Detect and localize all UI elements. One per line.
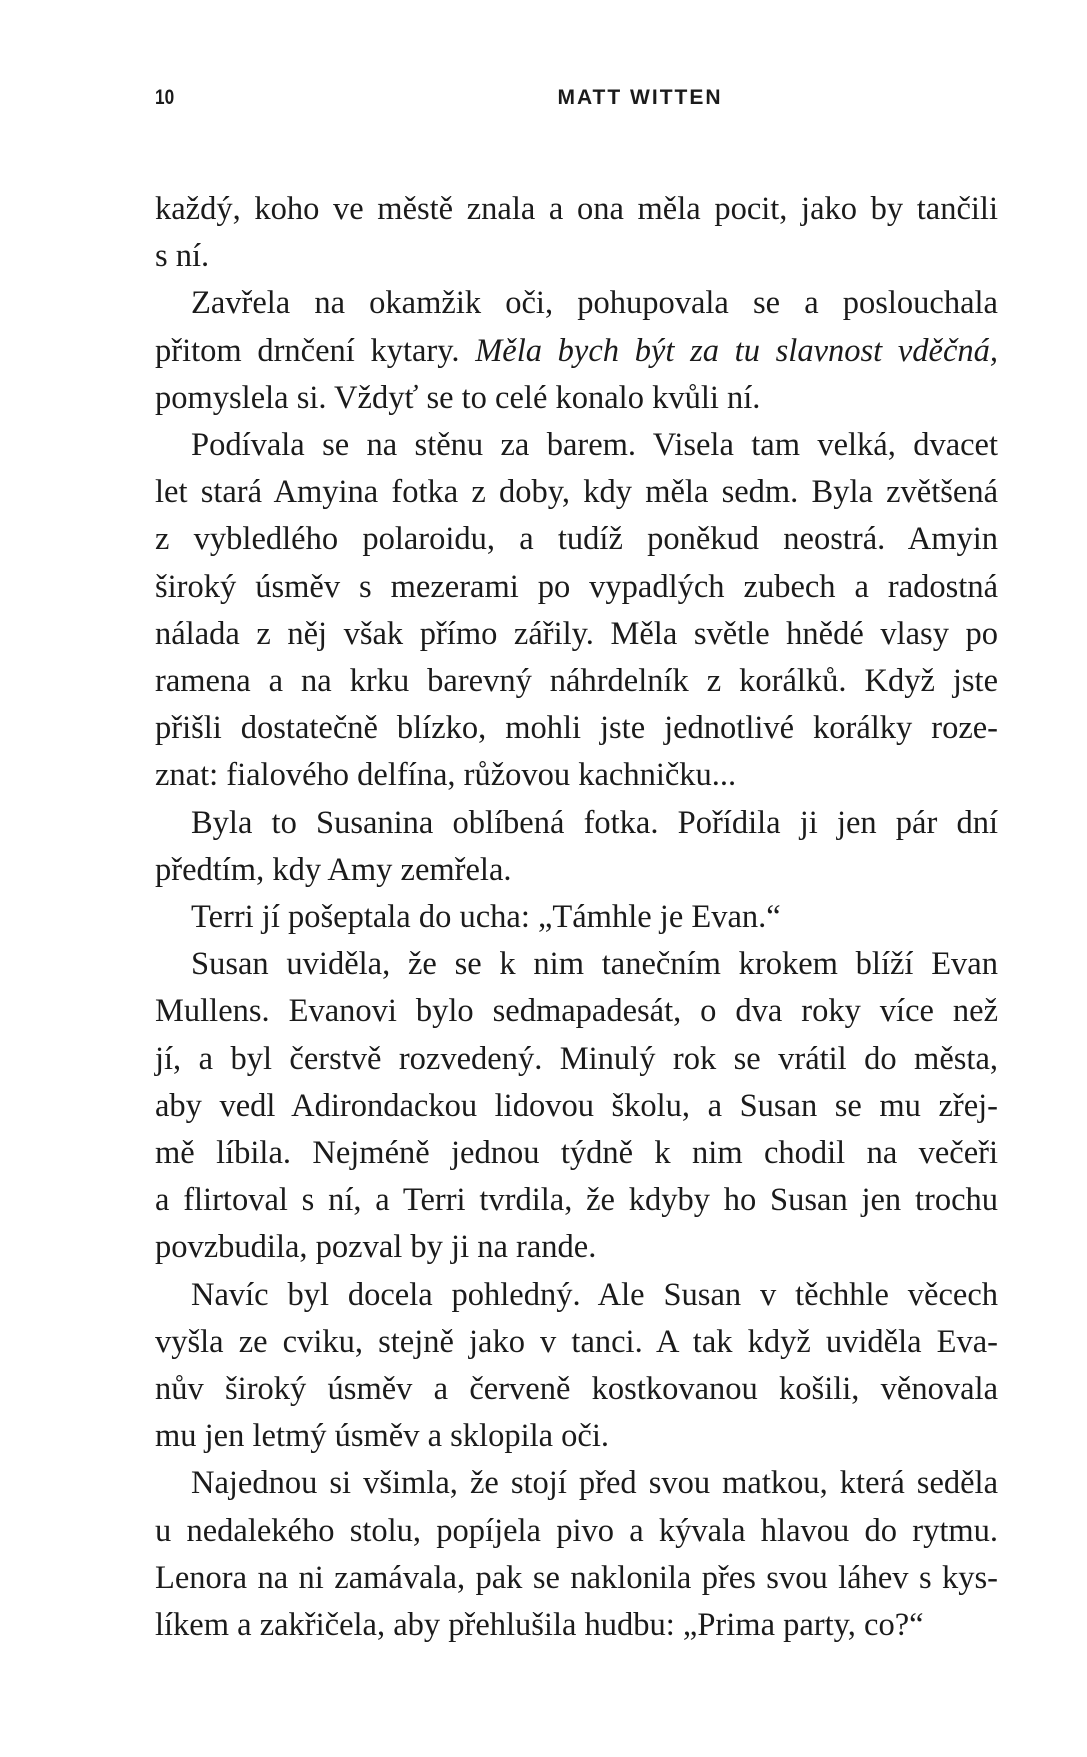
text-line: Zavřela na okamžik oči, pohupovala se a poslouchala [191, 285, 998, 322]
running-head-author: MATT WITTEN [557, 86, 723, 109]
text-line: široký úsměv s mezerami po vypadlých zubech a radostná [155, 568, 998, 605]
text-line: nův široký úsměv a červeně kostkovanou košili, věnovala [155, 1371, 998, 1408]
text-line: povzbudila, pozval by ji na rande. [155, 1229, 597, 1266]
text-line: u nedalekého stolu, popíjela pivo a kývala hlavou do rytmu. [155, 1512, 998, 1549]
italic-thought: Měla bych být za tu slavnost vděčná, [475, 332, 999, 369]
page-number: 10 [155, 86, 175, 109]
text-line: Susan uviděla, že se k nim tanečním krokem blíží Evan [191, 946, 998, 983]
text-line [155, 328, 998, 375]
text-line: aby vedl Adirondackou lidovou školu, a Susan se mu zřej- [155, 1087, 998, 1124]
text-line: Byla to Susanina oblíbená fotka. Pořídila ji jen pár dní [191, 804, 998, 841]
text-line: znat: fialového delfína, růžovou kachničku... [155, 757, 737, 794]
text-line: Najednou si všimla, že stojí před svou matkou, která seděla [191, 1465, 998, 1502]
text-segment: přitom drnčení kytary. [155, 332, 460, 369]
text-line: vyšla ze cviku, stejně jako v tanci. A tak když uviděla Eva- [155, 1323, 998, 1360]
text-line: Podívala se na stěnu za barem. Visela tam velká, dvacet [191, 427, 998, 464]
text-line: mu jen letmý úsměv a sklopila oči. [155, 1418, 610, 1455]
text-line: Navíc byl docela pohledný. Ale Susan v těchhle věcech [191, 1276, 998, 1313]
text-line: jí, a byl čerstvě rozvedený. Minulý rok se vrátil do města, [155, 1040, 998, 1077]
text-line: Mullens. Evanovi bylo sedmapadesát, o dva roky více než [155, 993, 998, 1030]
text-line: ramena a na krku barevný náhrdelník z korálků. Když jste [155, 663, 998, 700]
text-line: pomyslela si. Vždyť se to celé konalo kvůli ní. [155, 379, 761, 416]
text-line: Terri jí pošeptala do ucha: „Támhle je Evan.“ [191, 899, 781, 936]
text-line: let stará Amyina fotka z doby, kdy měla sedm. Byla zvětšená [155, 474, 998, 511]
text-line: přišli dostatečně blízko, mohli jste jednotlivé korálky roze- [155, 710, 998, 747]
body-text [155, 186, 998, 1649]
text-line: Lenora na ni zamávala, pak se naklonila přes svou láhev s kys- [155, 1559, 998, 1596]
text-line: z vybledlého polaroidu, a tudíž poněkud neostrá. Amyin [155, 521, 998, 558]
text-line: líkem a zakřičela, aby přehlušila hudbu: „Prima party, co?“ [155, 1607, 924, 1644]
text-line: předtím, kdy Amy zemřela. [155, 851, 512, 888]
text-line: nálada z něj však přímo zářily. Měla světle hnědé vlasy po [155, 615, 998, 652]
text-line: s ní. [155, 238, 210, 275]
text-line: každý, koho ve městě znala a ona měla pocit, jako by tančili [155, 191, 998, 227]
text-line: a flirtoval s ní, a Terri tvrdila, že kdyby ho Susan jen trochu [155, 1182, 998, 1219]
text-line: mě líbila. Nejméně jednou týdně k nim chodil na večeři [155, 1135, 998, 1172]
running-head [155, 86, 935, 116]
